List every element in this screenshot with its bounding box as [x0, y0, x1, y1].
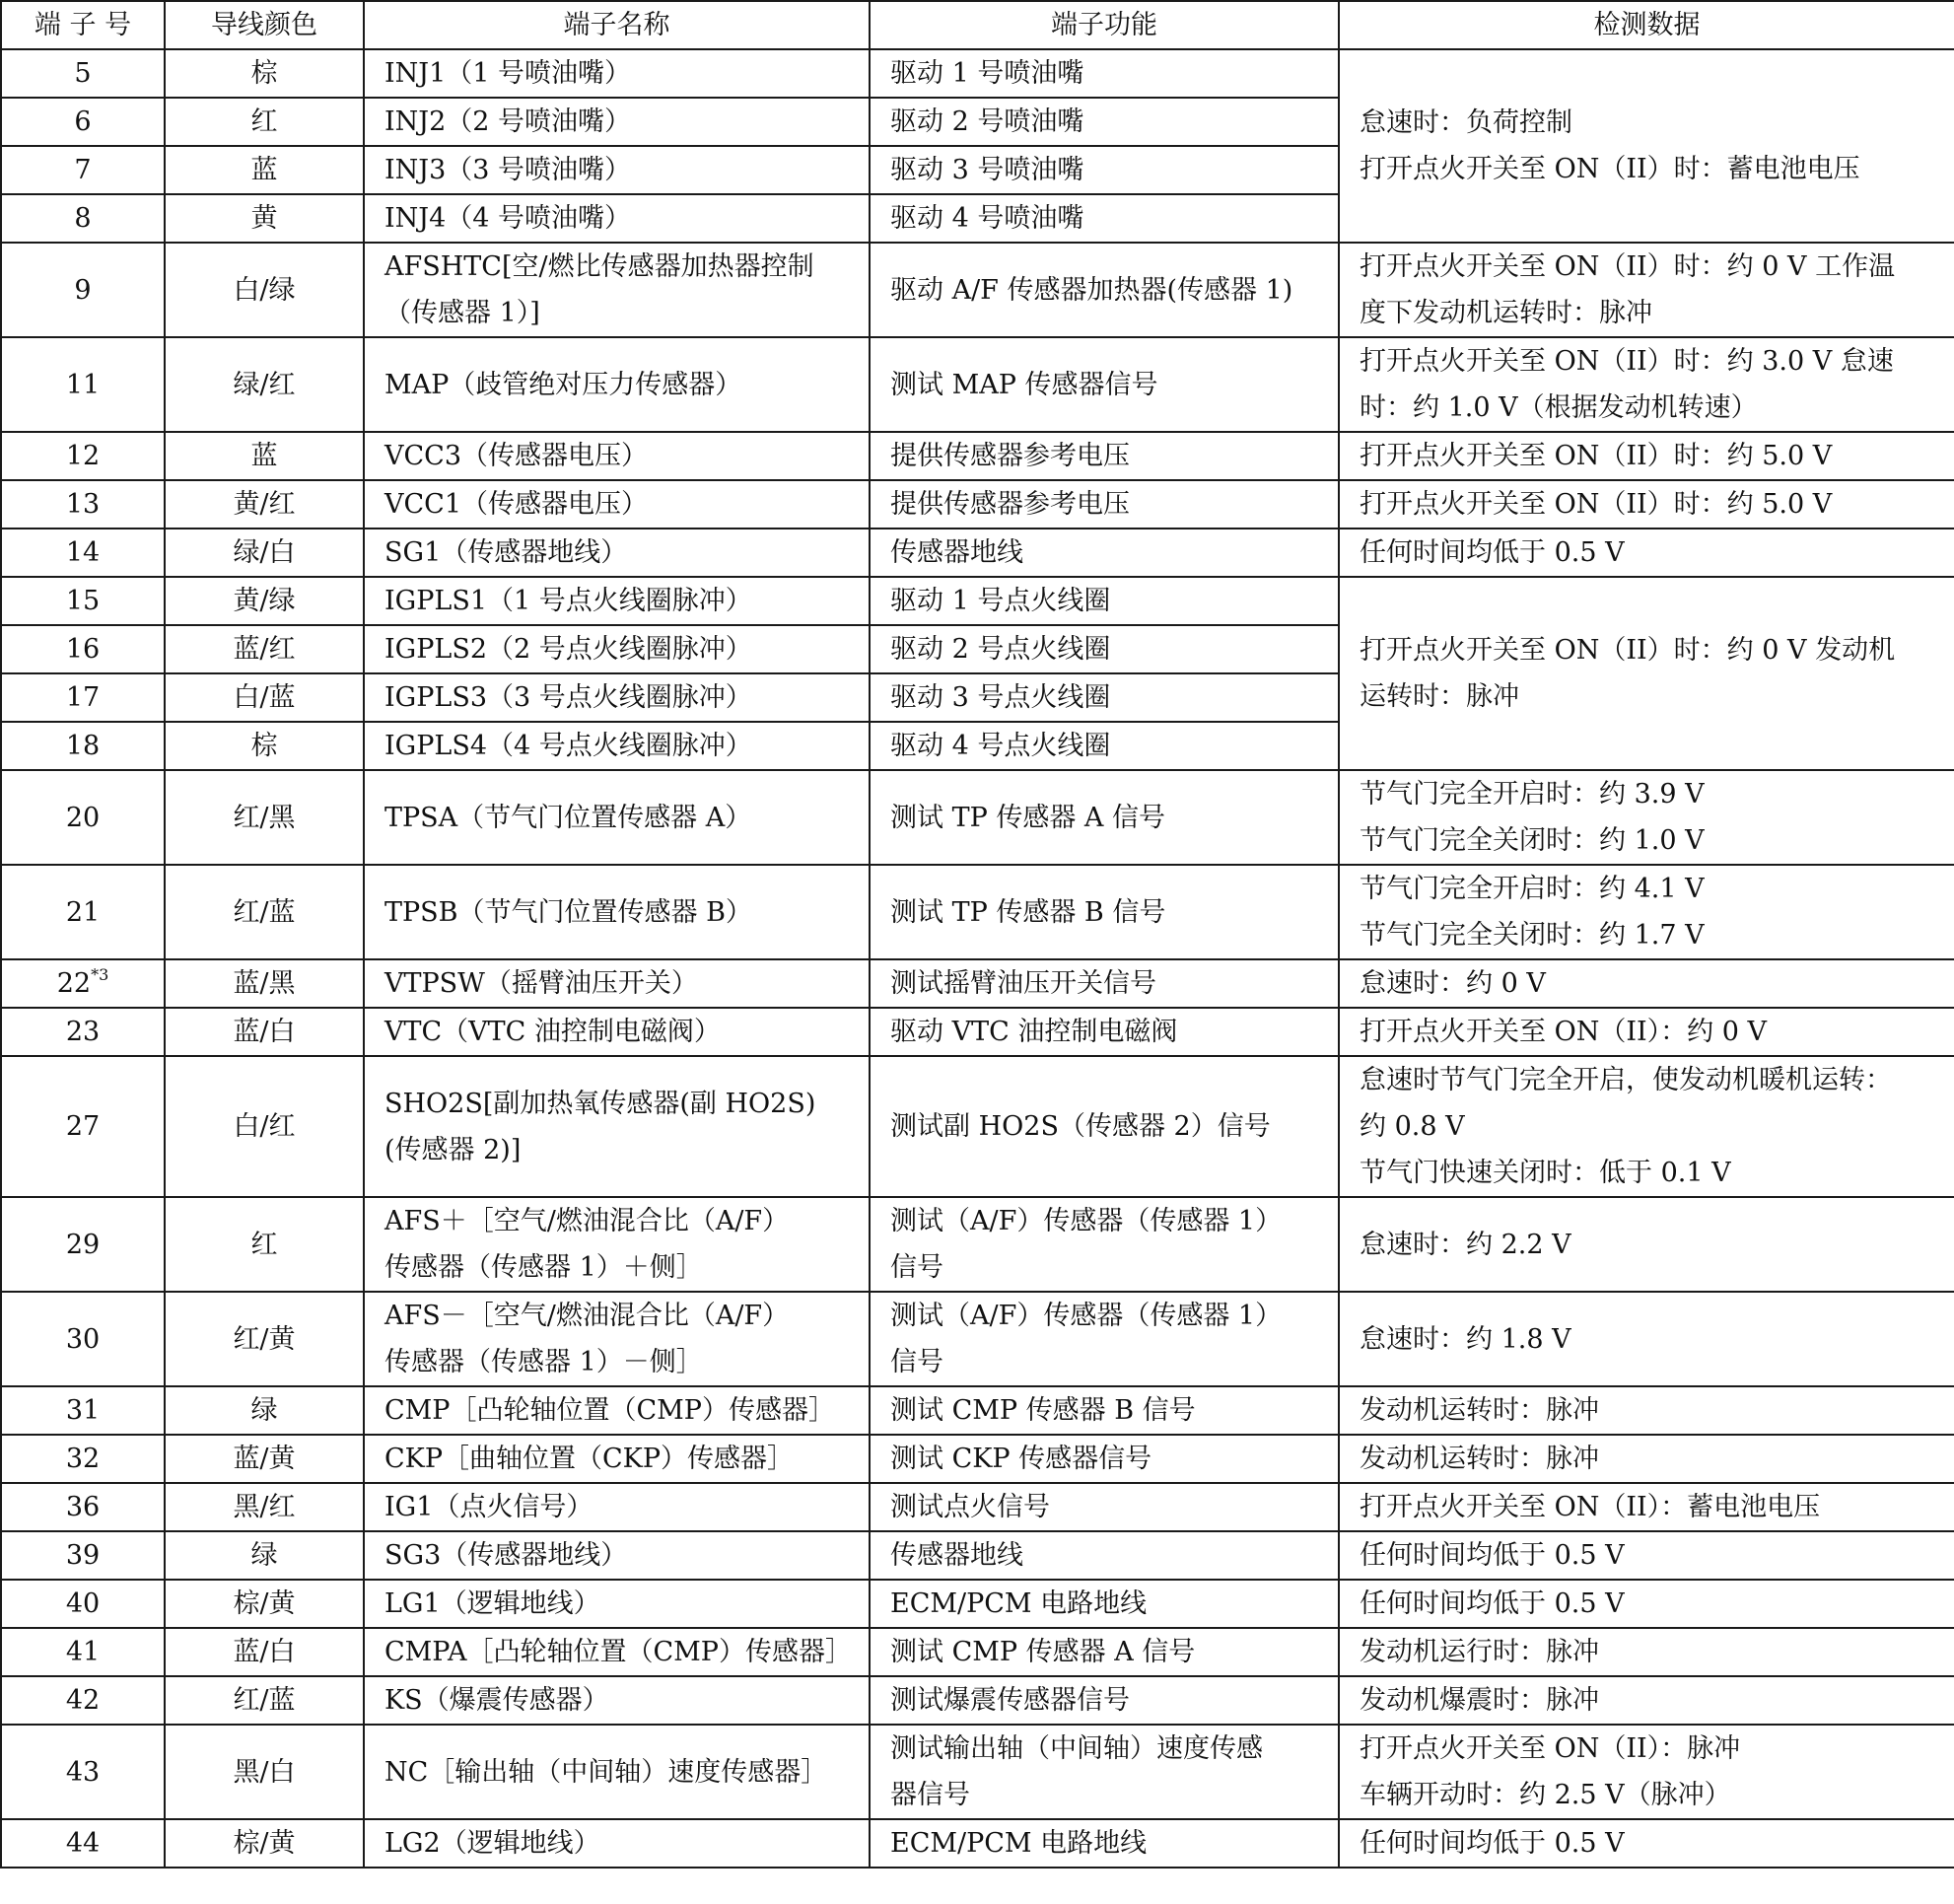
- terminal-number-cell: [1, 529, 165, 577]
- terminal-number: 17: [65, 682, 101, 713]
- terminal-number: 41: [65, 1637, 101, 1667]
- wire-color-cell: 蓝: [165, 432, 364, 480]
- terminal-name-cell-line: IGPLS3（3 号点火线圈脉冲）: [384, 682, 752, 713]
- terminal-number: 11: [65, 369, 101, 400]
- terminal-name-cell-line: INJ3（3 号喷油嘴）: [384, 155, 632, 185]
- terminal-function-cell-line: 提供传感器参考电压: [890, 441, 1130, 471]
- terminal-name-cell-line: TPSB（节气门位置传感器 B）: [384, 896, 752, 928]
- table-row: [1, 1628, 1954, 1676]
- terminal-name-cell-line: CMPA［凸轮轴位置（CMP）传感器］: [384, 1637, 852, 1667]
- terminal-number-cell: [1, 146, 165, 194]
- terminal-name-cell: [364, 1531, 870, 1580]
- terminal-number-cell: [1, 1197, 165, 1292]
- test-data-cell: [1339, 243, 1954, 337]
- wire-color-cell: 绿/白: [165, 529, 364, 577]
- wire-color-cell: 蓝/黄: [165, 1435, 364, 1483]
- header-wire-color: 导线颜色: [165, 1, 364, 49]
- terminal-number: 32: [65, 1444, 101, 1474]
- terminal-number: 20: [65, 802, 101, 833]
- terminal-name-cell-line: AFS＋［空气/燃油混合比（A/F）: [384, 1206, 790, 1236]
- terminal-function-cell: [870, 1676, 1339, 1725]
- test-data-cell-line: 度下发动机运转时：脉冲: [1360, 298, 1652, 328]
- test-data-cell: [1339, 770, 1954, 865]
- terminal-function-cell-line: 测试 TP 传感器 B 信号: [890, 896, 1166, 928]
- test-data-cell-line: 运转时：脉冲: [1360, 681, 1519, 712]
- test-data-cell-line: 任何时间均低于 0.5 V: [1360, 1828, 1625, 1859]
- test-data-cell-line: 打开点火开关至 ON（II）时：蓄电池电压: [1360, 154, 1860, 184]
- terminal-function-cell-line: 传感器地线: [890, 537, 1023, 568]
- test-data-cell-line: 节气门完全开启时：约 3.9 V: [1360, 779, 1705, 810]
- test-data-cell: [1339, 865, 1954, 959]
- terminal-name-cell-line: KS（爆震传感器）: [384, 1685, 609, 1716]
- terminal-number: 15: [65, 586, 101, 616]
- terminal-name-cell-line: VTC（VTC 油控制电磁阀）: [384, 1017, 721, 1047]
- terminal-number-cell: [1, 577, 165, 625]
- terminal-number-cell: [1, 1676, 165, 1725]
- table-row: [1, 1531, 1954, 1580]
- header-terminal-name: 端子名称: [364, 1, 870, 49]
- terminal-number: 36: [65, 1492, 101, 1522]
- terminal-number-cell: [1, 432, 165, 480]
- table-header-row: [1, 1, 1954, 49]
- terminal-number-cell: [1, 722, 165, 770]
- terminal-function-cell-line: 驱动 3 号喷油嘴: [890, 155, 1084, 185]
- terminal-name-cell-line: SG3（传感器地线）: [384, 1540, 628, 1571]
- terminal-function-cell: [870, 1483, 1339, 1531]
- wire-color-cell: 蓝/红: [165, 625, 364, 673]
- wire-color-cell: 白/蓝: [165, 673, 364, 722]
- test-data-cell-line: 打开点火开关至 ON（II）：蓄电池电压: [1360, 1492, 1821, 1522]
- terminal-function-cell-line: 测试副 HO2S（传感器 2）信号: [890, 1111, 1271, 1142]
- terminal-number: 23: [65, 1017, 101, 1047]
- terminal-function-cell-line: 驱动 3 号点火线圈: [890, 682, 1111, 713]
- terminal-name-cell-line: IG1（点火信号）: [384, 1492, 593, 1522]
- terminal-function-cell: [870, 1386, 1339, 1435]
- wire-color-cell: 棕/黄: [165, 1819, 364, 1868]
- test-data-cell: [1339, 1435, 1954, 1483]
- header-test-data: 检测数据: [1339, 1, 1954, 49]
- terminal-number-cell: [1, 480, 165, 529]
- terminal-function-cell-line: 驱动 4 号点火线圈: [890, 731, 1111, 761]
- wire-color-cell: 黄: [165, 194, 364, 243]
- test-data-cell-line: 发动机运行时：脉冲: [1360, 1637, 1599, 1667]
- table-row: [1, 1292, 1954, 1386]
- header-terminal: 端 子 号: [1, 1, 165, 49]
- test-data-cell: [1339, 1580, 1954, 1628]
- test-data-cell-line: 怠速时：负荷控制: [1360, 107, 1572, 138]
- test-data-cell-line: 怠速时：约 2.2 V: [1360, 1229, 1571, 1260]
- test-data-cell-line: 车辆开动时：约 2.5 V（脉冲）: [1360, 1780, 1731, 1810]
- table-row: [1, 1725, 1954, 1819]
- terminal-number: 7: [74, 155, 92, 185]
- terminal-function-cell-line: 传感器地线: [890, 1540, 1023, 1571]
- wire-color-cell: 蓝/白: [165, 1628, 364, 1676]
- table-row: [1, 577, 1954, 625]
- terminal-number-cell: [1, 1531, 165, 1580]
- terminal-name-cell-line: （传感器 1）]: [384, 298, 540, 328]
- terminal-function-cell: [870, 337, 1339, 432]
- terminal-function-cell: [870, 1197, 1339, 1292]
- test-data-cell-line: 节气门完全关闭时：约 1.0 V: [1360, 825, 1705, 856]
- footnote-marker: *3: [91, 965, 109, 984]
- table-row: [1, 432, 1954, 480]
- terminal-name-cell-line: LG2（逻辑地线）: [384, 1828, 600, 1859]
- test-data-cell: [1339, 1819, 1954, 1868]
- wire-color-cell: 蓝/黑: [165, 959, 364, 1008]
- test-data-cell: [1339, 1056, 1954, 1197]
- wire-color-cell: 棕/黄: [165, 1580, 364, 1628]
- terminal-number-cell: [1, 1628, 165, 1676]
- terminal-name-cell: [364, 673, 870, 722]
- test-data-cell: [1339, 1292, 1954, 1386]
- terminal-function-cell: [870, 1008, 1339, 1056]
- test-data-cell-line: 怠速时节气门完全开启，使发动机暖机运转：: [1360, 1065, 1892, 1095]
- wire-color-cell: 棕: [165, 49, 364, 98]
- terminal-name-cell: [364, 577, 870, 625]
- terminal-name-cell: [364, 1725, 870, 1819]
- test-data-cell: [1339, 1197, 1954, 1292]
- test-data-cell: [1339, 432, 1954, 480]
- test-data-cell-line: 打开点火开关至 ON（II）时：约 0 V 工作温: [1360, 251, 1896, 282]
- terminal-function-cell-line: 驱动 A/F 传感器加热器(传感器 1): [890, 274, 1293, 306]
- terminal-function-cell-line: 测试输出轴（中间轴）速度传感: [890, 1733, 1263, 1764]
- test-data-cell: [1339, 1483, 1954, 1531]
- test-data-cell-line: 任何时间均低于 0.5 V: [1360, 1588, 1625, 1619]
- terminal-name-cell: [364, 1386, 870, 1435]
- terminal-name-cell: [364, 49, 870, 98]
- test-data-cell: [1339, 959, 1954, 1008]
- terminal-number-cell: [1, 1725, 165, 1819]
- terminal-name-cell: [364, 1580, 870, 1628]
- wire-color-cell: 白/红: [165, 1056, 364, 1197]
- terminal-name-cell-line: IGPLS1（1 号点火线圈脉冲）: [384, 586, 752, 616]
- terminal-number-cell: [1, 770, 165, 865]
- terminal-number: 40: [65, 1588, 101, 1619]
- terminal-number: 29: [65, 1229, 101, 1260]
- terminal-number: 8: [74, 203, 92, 234]
- terminal-function-cell: [870, 1628, 1339, 1676]
- terminal-function-cell-line: 测试 CMP 传感器 B 信号: [890, 1395, 1196, 1426]
- test-data-cell: [1339, 1531, 1954, 1580]
- terminal-number-cell: [1, 1008, 165, 1056]
- terminal-number: 13: [65, 489, 101, 520]
- terminal-name-cell-line: AFS－［空气/燃油混合比（A/F）: [384, 1301, 790, 1331]
- terminal-name-cell: [364, 337, 870, 432]
- table-row: [1, 337, 1954, 432]
- terminal-function-cell-line: 驱动 2 号点火线圈: [890, 634, 1111, 665]
- terminal-name-cell-line: NC［输出轴（中间轴）速度传感器］: [384, 1756, 828, 1788]
- terminal-number-cell: [1, 1483, 165, 1531]
- terminal-number: 27: [65, 1111, 101, 1142]
- terminal-function-cell-line: ECM/PCM 电路地线: [890, 1828, 1148, 1859]
- test-data-cell-line: 节气门完全关闭时：约 1.7 V: [1360, 920, 1705, 951]
- terminal-number: 39: [65, 1540, 101, 1571]
- terminal-number-cell: [1, 1292, 165, 1386]
- terminal-name-cell-line: IGPLS2（2 号点火线圈脉冲）: [384, 634, 752, 665]
- terminal-name-cell-line: IGPLS4（4 号点火线圈脉冲）: [384, 731, 752, 761]
- terminal-name-cell: [364, 98, 870, 146]
- terminal-name-cell: [364, 865, 870, 959]
- terminal-function-cell-line: 测试爆震传感器信号: [890, 1685, 1130, 1716]
- terminal-function-cell-line: 测试 CMP 传感器 A 信号: [890, 1637, 1196, 1667]
- test-data-cell-line: 打开点火开关至 ON（II）时：约 0 V 发动机: [1360, 635, 1896, 666]
- terminal-name-cell-line: TPSA（节气门位置传感器 A）: [384, 802, 752, 833]
- wire-color-cell: 红/黄: [165, 1292, 364, 1386]
- terminal-name-cell: [364, 194, 870, 243]
- terminal-number: 43: [65, 1756, 101, 1788]
- terminal-name-cell: [364, 1056, 870, 1197]
- wire-color-cell: 蓝: [165, 146, 364, 194]
- wire-color-cell: 红: [165, 98, 364, 146]
- terminal-name-cell-line: AFSHTC[空/燃比传感器加热器控制: [384, 251, 814, 282]
- wire-color-cell: 绿/红: [165, 337, 364, 432]
- terminal-name-cell: [364, 1628, 870, 1676]
- terminal-number: 16: [65, 634, 101, 665]
- terminal-name-cell: [364, 1819, 870, 1868]
- terminal-name-cell-line: SG1（传感器地线）: [384, 537, 628, 568]
- terminal-function-cell: [870, 1292, 1339, 1386]
- terminal-function-cell-line: 驱动 1 号点火线圈: [890, 586, 1111, 616]
- terminal-function-cell-line: 驱动 VTC 油控制电磁阀: [890, 1017, 1178, 1047]
- terminal-number-cell: [1, 1056, 165, 1197]
- terminal-name-cell: [364, 1435, 870, 1483]
- terminal-name-cell: [364, 146, 870, 194]
- terminal-name-cell-line: VCC1（传感器电压）: [384, 489, 648, 520]
- test-data-cell: [1339, 49, 1954, 243]
- test-data-cell: [1339, 337, 1954, 432]
- test-data-cell-line: 节气门快速关闭时：低于 0.1 V: [1360, 1158, 1731, 1188]
- wire-color-cell: 绿: [165, 1531, 364, 1580]
- terminal-name-cell: [364, 770, 870, 865]
- terminal-function-cell: [870, 480, 1339, 529]
- terminal-name-cell: [364, 1292, 870, 1386]
- test-data-cell: [1339, 1008, 1954, 1056]
- terminal-function-cell: [870, 1725, 1339, 1819]
- terminal-name-cell: [364, 959, 870, 1008]
- terminal-number-cell: [1, 959, 165, 1008]
- terminal-name-cell: [364, 529, 870, 577]
- terminal-name-cell-line: INJ1（1 号喷油嘴）: [384, 58, 632, 89]
- terminal-function-cell: [870, 577, 1339, 625]
- wire-color-cell: 黑/红: [165, 1483, 364, 1531]
- terminal-function-cell: [870, 49, 1339, 98]
- test-data-cell-line: 发动机爆震时：脉冲: [1360, 1685, 1599, 1716]
- terminal-name-cell-line: CMP［凸轮轴位置（CMP）传感器］: [384, 1395, 835, 1426]
- terminal-function-cell: [870, 770, 1339, 865]
- terminal-function-cell-line: 器信号: [890, 1780, 970, 1810]
- terminal-number-cell: [1, 1435, 165, 1483]
- terminal-function-cell-line: 提供传感器参考电压: [890, 489, 1130, 520]
- terminal-function-cell-line: 驱动 2 号喷油嘴: [890, 106, 1084, 137]
- terminal-name-cell-line: 传感器（传感器 1）－侧］: [384, 1347, 703, 1377]
- terminal-number: 42: [65, 1685, 101, 1716]
- terminal-name-cell-line: VTPSW（摇臂油压开关）: [384, 968, 698, 999]
- wire-color-cell: 红/蓝: [165, 1676, 364, 1725]
- test-data-cell: [1339, 577, 1954, 770]
- terminal-function-cell: [870, 1580, 1339, 1628]
- terminal-function-cell: [870, 1819, 1339, 1868]
- terminal-function-cell-line: 测试摇臂油压开关信号: [890, 968, 1156, 999]
- terminal-function-cell: [870, 243, 1339, 337]
- table-row: [1, 959, 1954, 1008]
- terminal-function-cell: [870, 146, 1339, 194]
- table-row: [1, 1819, 1954, 1868]
- wire-color-cell: 黄/红: [165, 480, 364, 529]
- terminal-name-cell: [364, 1483, 870, 1531]
- terminal-name-cell: [364, 625, 870, 673]
- terminal-number: 9: [74, 274, 92, 306]
- terminal-number-cell: [1, 1386, 165, 1435]
- wire-color-cell: 蓝/白: [165, 1008, 364, 1056]
- table-body: [1, 49, 1954, 1868]
- test-data-cell: [1339, 1386, 1954, 1435]
- terminal-function-cell: [870, 959, 1339, 1008]
- header-terminal-function: 端子功能: [870, 1, 1339, 49]
- terminal-function-cell-line: 测试（A/F）传感器（传感器 1）: [890, 1301, 1283, 1331]
- terminal-name-cell: [364, 480, 870, 529]
- test-data-cell-line: 任何时间均低于 0.5 V: [1360, 537, 1625, 568]
- test-data-cell-line: 发动机运转时：脉冲: [1360, 1444, 1599, 1474]
- terminal-number-cell: [1, 337, 165, 432]
- terminal-function-cell: [870, 432, 1339, 480]
- terminal-name-cell-line: MAP（歧管绝对压力传感器）: [384, 369, 742, 400]
- terminal-number-cell: [1, 673, 165, 722]
- terminal-number: 22: [56, 968, 92, 999]
- wire-color-cell: 黄/绿: [165, 577, 364, 625]
- terminal-number-cell: [1, 1819, 165, 1868]
- terminal-name-cell: [364, 722, 870, 770]
- table-row: [1, 770, 1954, 865]
- terminal-name-cell-line: VCC3（传感器电压）: [384, 441, 648, 471]
- terminal-number: 6: [74, 106, 92, 137]
- terminal-function-cell-line: 驱动 4 号喷油嘴: [890, 203, 1084, 234]
- terminal-number-cell: [1, 625, 165, 673]
- test-data-cell-line: 怠速时：约 1.8 V: [1360, 1323, 1571, 1355]
- terminal-number-cell: [1, 865, 165, 959]
- terminal-function-cell: [870, 98, 1339, 146]
- terminal-function-cell-line: 测试 CKP 传感器信号: [890, 1444, 1152, 1474]
- terminal-function-cell: [870, 1435, 1339, 1483]
- terminal-name-cell-line: 传感器（传感器 1）＋侧］: [384, 1252, 703, 1283]
- terminal-function-cell-line: 测试（A/F）传感器（传感器 1）: [890, 1206, 1283, 1236]
- terminal-function-cell-line: ECM/PCM 电路地线: [890, 1588, 1148, 1619]
- table-row: [1, 1483, 1954, 1531]
- test-data-cell: [1339, 1725, 1954, 1819]
- terminal-name-cell: [364, 1197, 870, 1292]
- wire-color-cell: 绿: [165, 1386, 364, 1435]
- terminal-number: 18: [65, 731, 101, 761]
- terminal-number: 5: [74, 58, 92, 89]
- test-data-cell-line: 怠速时：约 0 V: [1360, 968, 1546, 999]
- table-row: [1, 49, 1954, 98]
- terminal-function-cell: [870, 625, 1339, 673]
- terminal-function-cell: [870, 194, 1339, 243]
- table-row: [1, 1008, 1954, 1056]
- terminal-name-cell-line: CKP［曲轴位置（CKP）传感器］: [384, 1444, 794, 1474]
- terminal-number: 12: [65, 441, 101, 471]
- test-data-cell-line: 发动机运转时：脉冲: [1360, 1395, 1599, 1426]
- table-row: [1, 1580, 1954, 1628]
- test-data-cell: [1339, 1628, 1954, 1676]
- terminal-function-cell: [870, 1056, 1339, 1197]
- terminal-function-cell: [870, 1531, 1339, 1580]
- test-data-cell-line: 打开点火开关至 ON（II）时：约 3.0 V 怠速: [1360, 346, 1894, 377]
- terminal-number-cell: [1, 194, 165, 243]
- terminal-name-cell: [364, 432, 870, 480]
- terminal-function-cell-line: 信号: [890, 1252, 943, 1283]
- terminal-number: 31: [65, 1395, 101, 1426]
- test-data-cell-line: 节气门完全开启时：约 4.1 V: [1360, 874, 1705, 904]
- terminal-function-cell-line: 测试点火信号: [890, 1492, 1050, 1522]
- wire-color-cell: 红/黑: [165, 770, 364, 865]
- terminal-name-cell-line: (传感器 2)]: [384, 1134, 522, 1165]
- test-data-cell: [1339, 480, 1954, 529]
- terminal-name-cell: [364, 1008, 870, 1056]
- table-row: [1, 1386, 1954, 1435]
- terminal-number: 14: [65, 537, 101, 568]
- terminal-number-cell: [1, 243, 165, 337]
- terminal-number: 21: [65, 896, 101, 928]
- test-data-cell: [1339, 529, 1954, 577]
- terminal-number-cell: [1, 1580, 165, 1628]
- terminal-name-cell-line: SHO2S[副加热氧传感器(副 HO2S): [384, 1088, 816, 1119]
- table-row: [1, 480, 1954, 529]
- terminal-number-cell: [1, 49, 165, 98]
- test-data-cell-line: 时：约 1.0 V（根据发动机转速）: [1360, 392, 1758, 423]
- terminal-name-cell: [364, 243, 870, 337]
- terminal-name-cell-line: LG1（逻辑地线）: [384, 1588, 600, 1619]
- table-row: [1, 1676, 1954, 1725]
- table-row: [1, 243, 1954, 337]
- test-data-cell-line: 打开点火开关至 ON（II）时：约 5.0 V: [1360, 441, 1833, 471]
- terminal-name-cell-line: INJ4（4 号喷油嘴）: [384, 203, 632, 234]
- wire-color-cell: 白/绿: [165, 243, 364, 337]
- test-data-cell-line: 打开点火开关至 ON（II）：脉冲: [1360, 1733, 1741, 1764]
- table-row: [1, 529, 1954, 577]
- terminal-function-cell: [870, 722, 1339, 770]
- terminal-number: 30: [65, 1323, 101, 1355]
- table-row: [1, 1435, 1954, 1483]
- wire-color-cell: 红: [165, 1197, 364, 1292]
- terminal-function-cell-line: 信号: [890, 1347, 943, 1377]
- test-data-cell-line: 打开点火开关至 ON（II）：约 0 V: [1360, 1017, 1768, 1047]
- table-row: [1, 865, 1954, 959]
- table-row: [1, 1056, 1954, 1197]
- terminal-name-cell: [364, 1676, 870, 1725]
- terminal-function-cell-line: 测试 TP 传感器 A 信号: [890, 802, 1166, 833]
- terminal-number-cell: [1, 98, 165, 146]
- wire-color-cell: 棕: [165, 722, 364, 770]
- table-row: [1, 1197, 1954, 1292]
- terminal-function-cell: [870, 865, 1339, 959]
- wire-color-cell: 黑/白: [165, 1725, 364, 1819]
- wire-color-cell: 红/蓝: [165, 865, 364, 959]
- terminal-number: 44: [65, 1828, 101, 1859]
- test-data-cell-line: 任何时间均低于 0.5 V: [1360, 1540, 1625, 1571]
- terminal-function-cell-line: 测试 MAP 传感器信号: [890, 369, 1158, 400]
- terminal-function-cell-line: 驱动 1 号喷油嘴: [890, 58, 1084, 89]
- test-data-cell-line: 约 0.8 V: [1360, 1111, 1465, 1142]
- test-data-cell: [1339, 1676, 1954, 1725]
- terminal-function-cell: [870, 673, 1339, 722]
- test-data-cell-line: 打开点火开关至 ON（II）时：约 5.0 V: [1360, 489, 1833, 520]
- terminal-function-cell: [870, 529, 1339, 577]
- terminal-name-cell-line: INJ2（2 号喷油嘴）: [384, 106, 632, 137]
